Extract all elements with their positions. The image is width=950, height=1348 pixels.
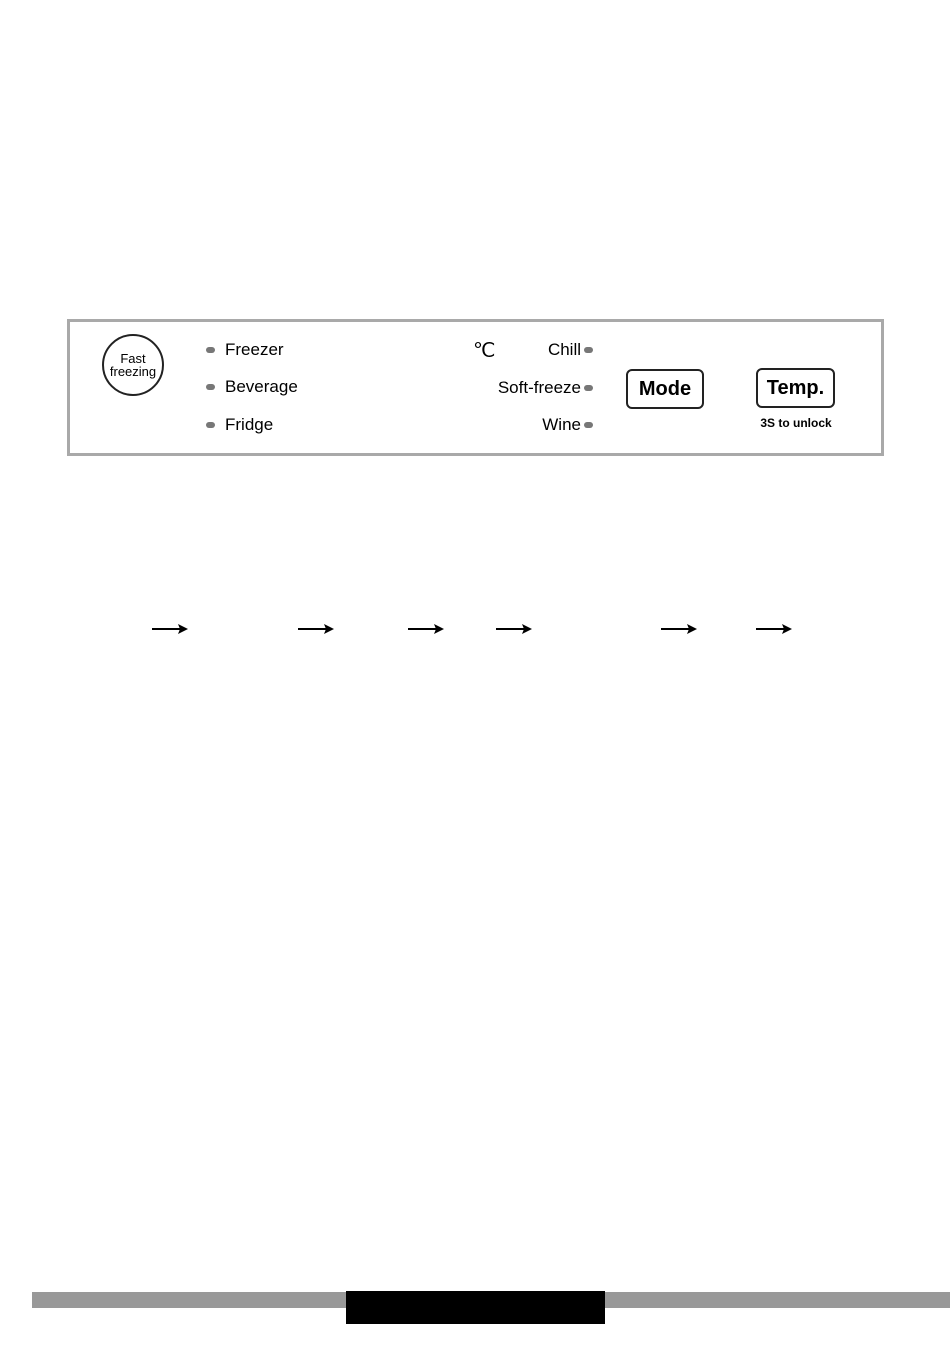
fast-freezing-label-line2: freezing [109, 364, 157, 379]
temp-unlock-note: 3S to unlock [760, 416, 832, 430]
arrow-right-icon [152, 622, 188, 636]
mode-indicator-fridge [206, 415, 273, 435]
mode-label-freezer: Freezer [225, 340, 284, 359]
mode-label-chill: Chill [547, 340, 581, 359]
mode-button-label: Mode [638, 377, 692, 400]
mode-label-wine: Wine [542, 415, 581, 434]
temp-button-label: Temp. [766, 376, 825, 399]
indicator-dot-icon [206, 422, 215, 428]
arrow-right-icon [496, 622, 532, 636]
fast-freezing-label-line1: Fast [120, 351, 146, 366]
fast-freezing-button[interactable] [102, 334, 164, 396]
mode-indicator-soft-freeze [450, 378, 593, 398]
arrow-right-icon [408, 622, 444, 636]
mode-label-beverage: Beverage [225, 377, 298, 396]
indicator-dot-icon [584, 385, 593, 391]
arrow-right-icon [298, 622, 334, 636]
control-panel [67, 319, 884, 456]
mode-label-soft-freeze: Soft-freeze [497, 378, 581, 397]
celsius-unit: ℃ [473, 340, 496, 362]
mode-button[interactable] [626, 369, 704, 409]
indicator-dot-icon [206, 347, 215, 353]
arrow-right-icon [661, 622, 697, 636]
mode-indicator-beverage [206, 377, 298, 397]
mode-label-fridge: Fridge [225, 415, 274, 434]
indicator-dot-icon [584, 347, 593, 353]
arrow-right-icon [756, 622, 792, 636]
indicator-dot-icon [206, 384, 215, 390]
mode-indicator-chill [450, 340, 593, 360]
footer-block [346, 1291, 605, 1324]
mode-indicator-wine [450, 415, 593, 435]
temp-button[interactable] [756, 368, 835, 408]
indicator-dot-icon [584, 422, 593, 428]
mode-indicator-freezer [206, 340, 284, 360]
